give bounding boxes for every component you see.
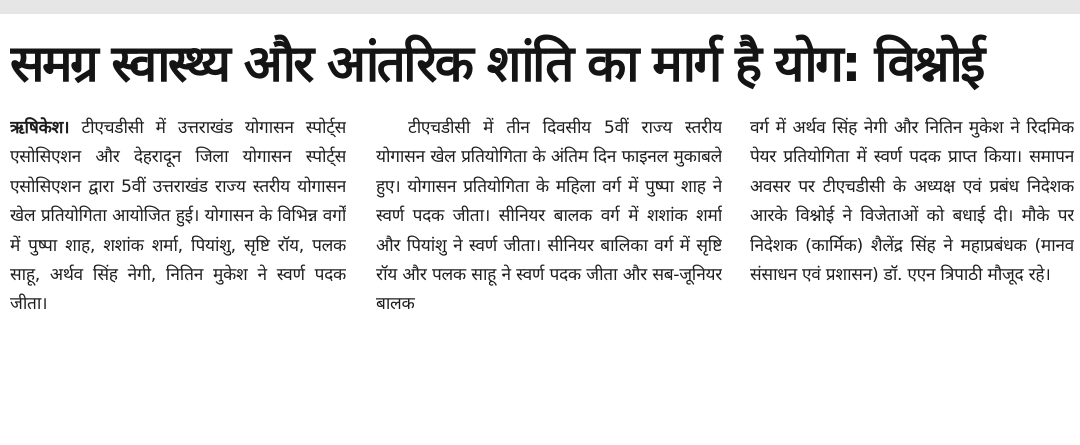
column-1-paragraph [10,114,346,320]
article-column-1 [10,114,346,439]
top-margin-strip [0,0,1080,14]
dateline: ऋषिकेश। [10,118,70,138]
column-3-paragraph: वर्ग में अर्थव सिंह नेगी और नितिन मुकेश ने रिदमिक पेयर प्रतियोगिता में स्वर्ण पदक प्राप्त किया। समापन अवसर पर टीएचडीसी के अध्यक्ष एवं प्रबंध निदेशक आरके विश्नोई ने विजेताओं को बधाई दी। मौके पर निदेशक (कार्मिक) शैलेंद्र सिंह ने महाप्रबंधक (मानव संसाधन एवं प्रशासन) डॉ. एएन त्रिपाठी मौजूद रहे। [750,118,1074,286]
article-column-3 [750,114,1074,439]
column-2-paragraph: टीएचडीसी में तीन दिवसीय 5वीं राज्य स्तरीय योगासन खेल प्रतियोगिता के अंतिम दिन फाइनल मुकाबले हुए। योगासन प्रतियोगिता के महिला वर्ग में पुष्पा शाह ने स्वर्ण पदक जीता। सीनियर बालक वर्ग में शशांक शर्मा और पियांशु ने स्वर्ण जीता। सीनियर बालिका वर्ग में सृष्टि रॉय और पलक साहू ने स्वर्ण पदक जीता और सब-जूनियर बालक [376,118,722,315]
column-1-text: टीएचडीसी में उत्तराखंड योगासन स्पोर्ट्स एसोसिएशन और देहरादून जिला योगासन स्पोर्ट्स एसोसिएशन द्वारा 5वीं उत्तराखंड राज्य स्तरीय योगासन खेल प्रतियोगिता आयोजित हुई। योगासन के विभिन्न वर्गों में पुष्पा शाह, शशांक शर्मा, पियांशु, सृष्टि रॉय, पलक साहू, अर्थव सिंह नेगी, नितिन मुकेश ने स्वर्ण पदक जीता। [10,118,346,315]
article-body [10,114,1074,439]
article-column-2 [376,114,722,439]
article-headline: समग्र स्वास्थ्य और आंतरिक शांति का मार्ग है योग: विश्नोई [10,35,983,94]
